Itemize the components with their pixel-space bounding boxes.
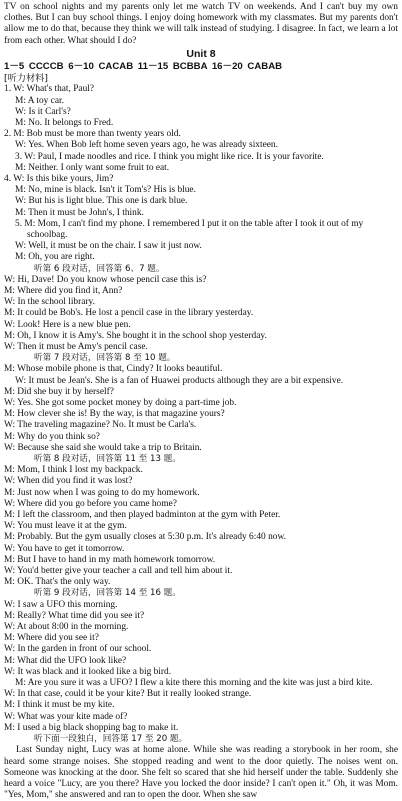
transcript-line: W: When did you find it was lost?	[4, 476, 133, 487]
transcript-line: M: Oh, I know it is Amy's. She bought it in the school shop yesterday.	[4, 330, 267, 341]
transcript-line: W: You'd better give your teacher a call and tell him about it.	[4, 566, 233, 577]
transcript-line: W: Look! Here is a new blue pen.	[4, 319, 131, 330]
transcript-line: W: Yes. When Bob left home seven years ago, he was already sixteen.	[15, 140, 278, 151]
section-instruction: 听第 6 段对话，回答第 6、7 题。	[34, 263, 165, 274]
listening-transcript	[4, 84, 398, 745]
transcript-line: M: Are you sure it was a UFO? I flew a kite there this morning and the kite was just a bird kite.	[15, 678, 373, 689]
transcript-line: M: Just now when I was going to do my homework.	[4, 487, 200, 498]
transcript-line: 4. W: Is this bike yours, Jim?	[4, 173, 114, 184]
transcript-line: W: It must be Jean's. She is a fan of Huawei products although they are a bit expensive.	[15, 375, 344, 386]
transcript-line: M: But I have to hand in my math homework tomorrow.	[4, 554, 216, 565]
transcript-line: W: Then it must be Amy's pencil case.	[4, 341, 148, 352]
transcript-line: 2. M: Bob must be more than twenty years old.	[4, 129, 181, 140]
transcript-line: M: It could be Bob's. He lost a pencil case in the library yesterday.	[4, 308, 254, 319]
transcript-line: M: I left the classroom, and then played badminton at the gym with Peter.	[4, 510, 281, 521]
transcript-line: M: Where did you find it, Ann?	[4, 285, 123, 296]
transcript-line: W: The traveling magazine? No. It must be Carla's.	[4, 420, 197, 431]
answer-key: 1－5 CCCCB 6－10 CACAB 11－15 BCBBA 16－20 CABAB	[4, 60, 283, 72]
transcript-line: 1. W: What's that, Paul?	[4, 84, 95, 95]
transcript-line: M: Mom, I think I lost my backpack.	[4, 465, 143, 476]
transcript-line: W: But his is light blue. This one is dark blue.	[15, 196, 188, 207]
monologue-paragraph: Last Sunday night, Lucy was at home alone. While she was reading a storybook in her room, she heard some strange noises. She stopped reading and went to the door quietly. The noises went on. Someone was knocking at the door. She felt so scared that she hid herself under the table. Suddenly she heard a voice "Lucy, are you there? Have you locked the door inside? I can't open it." Oh, it was Mom. "Yes, Mom," she answered and ran to open the door. When she saw	[4, 745, 398, 801]
transcript-line: M: I think it must be my kite.	[4, 700, 115, 711]
transcript-line: 3. W: Paul, I made noodles and rice. I think you might like rice. It is your favorite.	[15, 151, 324, 162]
transcript-line: W: In that case, could it be your kite? But it really looked strange.	[4, 689, 252, 700]
transcript-line: W: In the garden in front of our school.	[4, 644, 152, 655]
section-instruction: 听第 8 段对话，回答第 11 至 13 题。	[34, 454, 181, 465]
transcript-line: M: A toy car.	[15, 95, 64, 106]
transcript-line: 5. M: Mom, I can't find my phone. I remembered I put it on the table after I took it out of my schoolbag.	[15, 218, 364, 240]
transcript-line: M: Where did you see it?	[4, 633, 99, 644]
transcript-line: M: No, mine is black. Isn't it Tom's? His is blue.	[15, 185, 196, 196]
section-instruction: 听第 7 段对话，回答第 8 至 10 题。	[34, 353, 176, 364]
transcript-line: M: Really? What time did you see it?	[4, 610, 145, 621]
transcript-line: W: It was black and it looked like a big bird.	[4, 666, 172, 677]
transcript-line: M: Oh, you are right.	[15, 252, 95, 263]
transcript-line: M: Then it must be John's, I think.	[15, 207, 144, 218]
transcript-line: M: Did she buy it by herself?	[4, 386, 114, 397]
section-instruction: 听下面一段独白，回答第 17 至 20 题。	[34, 734, 188, 745]
transcript-line: W: Yes. She got some pocket money by doing a part-time job.	[4, 398, 237, 408]
transcript-line: M: Whose mobile phone is that, Cindy? It looks beautiful.	[4, 364, 223, 375]
transcript-line: W: Because she said she would take a trip to Britain.	[4, 442, 202, 453]
unit-title: Unit 8	[186, 47, 216, 60]
transcript-line: M: Neither. I only want some fruit to eat.	[15, 162, 170, 173]
transcript-line: W: What was your kite made of?	[4, 711, 128, 722]
transcript-line: M: No. It belongs to Fred.	[15, 117, 114, 128]
section-label: [听力材料]	[4, 72, 48, 84]
transcript-line: M: How clever she is! By the way, is that magazine yours?	[4, 409, 225, 420]
transcript-line: M: Why do you think so?	[4, 431, 100, 442]
transcript-line: M: OK. That's the only way.	[4, 577, 111, 588]
transcript-line: W: At about 8:00 in the morning.	[4, 622, 129, 633]
transcript-line: W: Is it Carl's?	[15, 106, 71, 117]
intro-paragraph: TV on school nights and my parents only let me watch TV on weekends. And I can't buy my own clothes. But I can buy school things. I enjoy doing homework with my classmates. But my parents don't allow me to do that, because they think we will talk instead of studying. I disagree. In fact, we learn a lot from each other. What should I do?	[4, 2, 398, 46]
transcript-line: W: Well, it must be on the chair. I saw it just now.	[15, 241, 202, 252]
transcript-line: W: You have to get it tomorrow.	[4, 543, 125, 554]
transcript-line: W: Hi, Dave! Do you know whose pencil case this is?	[4, 274, 207, 285]
transcript-line: M: I used a big black shopping bag to make it.	[4, 722, 179, 733]
transcript-line: M: What did the UFO look like?	[4, 655, 127, 666]
transcript-line: M: Probably. But the gym usually closes at 5:30 p.m. It's already 6:40 now.	[4, 532, 286, 543]
transcript-line: W: In the school library.	[4, 297, 95, 308]
transcript-line: W: You must leave it at the gym.	[4, 521, 127, 532]
transcript-line: W: I saw a UFO this morning.	[4, 599, 118, 610]
transcript-line: W: Where did you go before you came home?	[4, 498, 177, 509]
section-instruction: 听第 9 段对话，回答第 14 至 16 题。	[34, 588, 181, 599]
